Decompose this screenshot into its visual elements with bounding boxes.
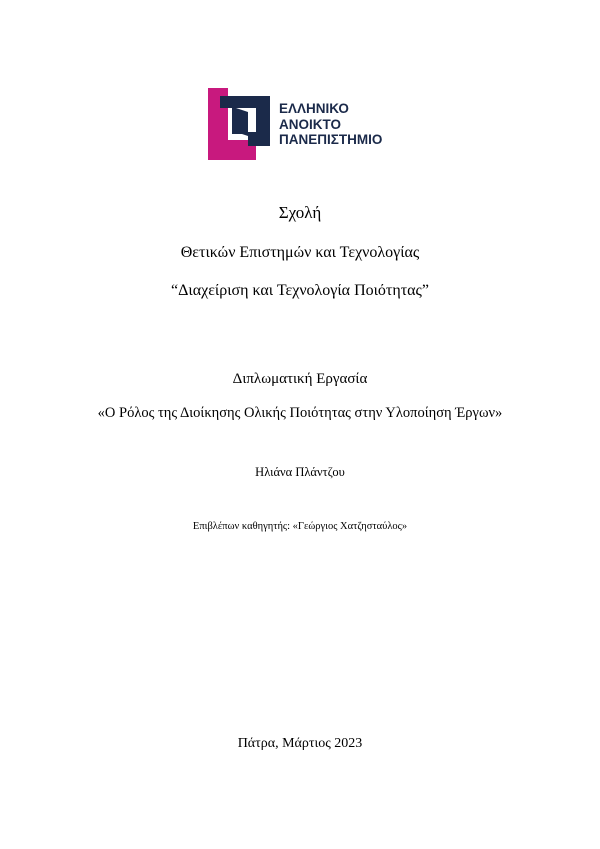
university-logo — [208, 88, 398, 160]
program-name: “Διαχείριση και Τεχνολογία Ποιότητας” — [171, 282, 429, 299]
supervisor-line: Επιβλέπων καθηγητής: «Γεώργιος Χατζησταύλος» — [192, 521, 408, 532]
school-label: Σχολή — [278, 203, 322, 222]
logo-line-1: ΕΛΛΗΝΙΚΟ — [279, 101, 349, 116]
logo-line-3: ΠΑΝΕΠΙΣΤΗΜΙΟ — [279, 132, 383, 147]
author-name: Ηλιάνα Πλάντζου — [255, 465, 345, 479]
logo-line-2: ΑΝΟΙΚΤΟ — [279, 116, 342, 132]
logo-wordmark — [279, 101, 399, 148]
eap-logo-mark-icon — [208, 88, 272, 160]
document-type: Διπλωματική Εργασία — [232, 371, 368, 387]
thesis-title: «Ο Ρόλος της Διοίκησης Ολικής Ποιότητας στην Υλοποίηση Έργων» — [97, 405, 503, 421]
faculty-name: Θετικών Επιστημών και Τεχνολογίας — [180, 244, 420, 261]
place-date: Πάτρα, Μάρτιος 2023 — [237, 736, 363, 751]
